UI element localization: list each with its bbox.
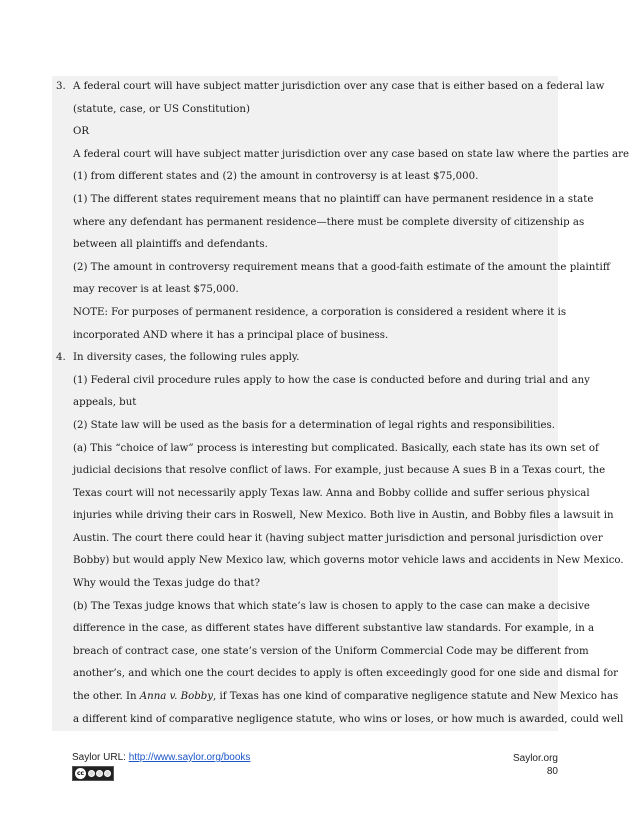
footer-source: Saylor URL: http://www.saylor.org/books bbox=[72, 752, 251, 763]
text-line: OR bbox=[73, 126, 90, 138]
list-number: 3. bbox=[56, 81, 66, 92]
text-line: incorporated AND where it has a principal place of business. bbox=[73, 329, 389, 341]
text-line: a different kind of comparative negligence statute, who wins or loses, or how much is awarded, could well bbox=[73, 713, 624, 725]
document-body bbox=[52, 76, 629, 731]
text-line: (b) The Texas judge knows that which state’s law is chosen to apply to the case can make a decisive bbox=[73, 600, 590, 612]
list-number: 4. bbox=[56, 352, 66, 364]
text-line: Austin. The court there could hear it (having subject matter jurisdiction and personal jurisdiction over bbox=[73, 532, 603, 544]
text-line: A federal court will have subject matter jurisdiction over any case based on state law where the parties are bbox=[73, 148, 629, 160]
text-line: breach of contract case, one state’s version of the Uniform Commercial Code may be different from bbox=[73, 645, 589, 657]
text-line: judicial decisions that resolve conflict of laws. For example, just because A sues B in a Texas court, the bbox=[73, 465, 606, 477]
text-line: (a) This “choice of law” process is interesting but complicated. Basically, each state has its own set of bbox=[73, 442, 599, 454]
text-line: Texas court will not necessarily apply Texas law. Anna and Bobby collide and suffer serious physical bbox=[73, 487, 590, 499]
text-line: (1) from different states and (2) the amount in controversy is at least $75,000. bbox=[73, 171, 479, 183]
source-link[interactable]: http://www.saylor.org/books bbox=[128, 752, 251, 763]
attribution-icon bbox=[88, 770, 95, 777]
footer-page-info bbox=[513, 752, 558, 778]
text-line: 3. A federal court will have subject matter jurisdiction over any case that is either based on a federal law bbox=[52, 76, 558, 99]
text-line: Why would the Texas judge do that? bbox=[73, 578, 260, 590]
text-line: where any defendant has permanent residence—there must be complete diversity of citizenship as bbox=[73, 216, 585, 228]
text-line: may recover is at least $75,000. bbox=[73, 284, 239, 296]
text-line: appeals, but bbox=[73, 397, 137, 409]
text-line: injuries while driving their cars in Roswell, New Mexico. Both live in Austin, and Bobby files a lawsuit in bbox=[73, 510, 614, 522]
case-name: Anna v. Bobby bbox=[139, 691, 214, 703]
cc-icon: cc bbox=[76, 770, 85, 777]
noncommercial-icon bbox=[96, 770, 103, 777]
text-line: (2) The amount in controversy requirement means that a good-faith estimate of the amount the plaintiff bbox=[73, 261, 610, 273]
text-line: (1) Federal civil procedure rules apply to how the case is conducted before and during trial and any bbox=[73, 374, 590, 386]
text-line: (2) State law will be used as the basis for a determination of legal rights and responsibilities. bbox=[73, 419, 555, 431]
text-line: Bobby) but would apply New Mexico law, which governs motor vehicle laws and accidents in New Mexico. bbox=[73, 555, 624, 567]
text-line: between all plaintiffs and defendants. bbox=[73, 239, 268, 251]
page-number: 80 bbox=[546, 766, 558, 777]
sharealike-icon bbox=[104, 770, 111, 777]
text-line: (1) The different states requirement means that no plaintiff can have permanent residence in a state bbox=[73, 193, 594, 205]
text-line: the other. In Anna v. Bobby, if Texas has one kind of comparative negligence statute and New Mexico has bbox=[73, 691, 619, 703]
site-name: Saylor.org bbox=[512, 753, 558, 764]
text-line: (statute, case, or US Constitution) bbox=[73, 103, 250, 115]
text-line: NOTE: For purposes of permanent residence, a corporation is considered a resident where it is bbox=[73, 306, 567, 318]
text-line: 4. In diversity cases, the following rules apply. bbox=[52, 347, 558, 370]
creative-commons-license-icon bbox=[72, 766, 114, 781]
text-line: difference in the case, as different states have different substantive law standards. For example, in a bbox=[73, 623, 595, 635]
text-line: another’s, and which one the court decides to apply is often exceedingly good for one side and dismal for bbox=[73, 668, 618, 680]
